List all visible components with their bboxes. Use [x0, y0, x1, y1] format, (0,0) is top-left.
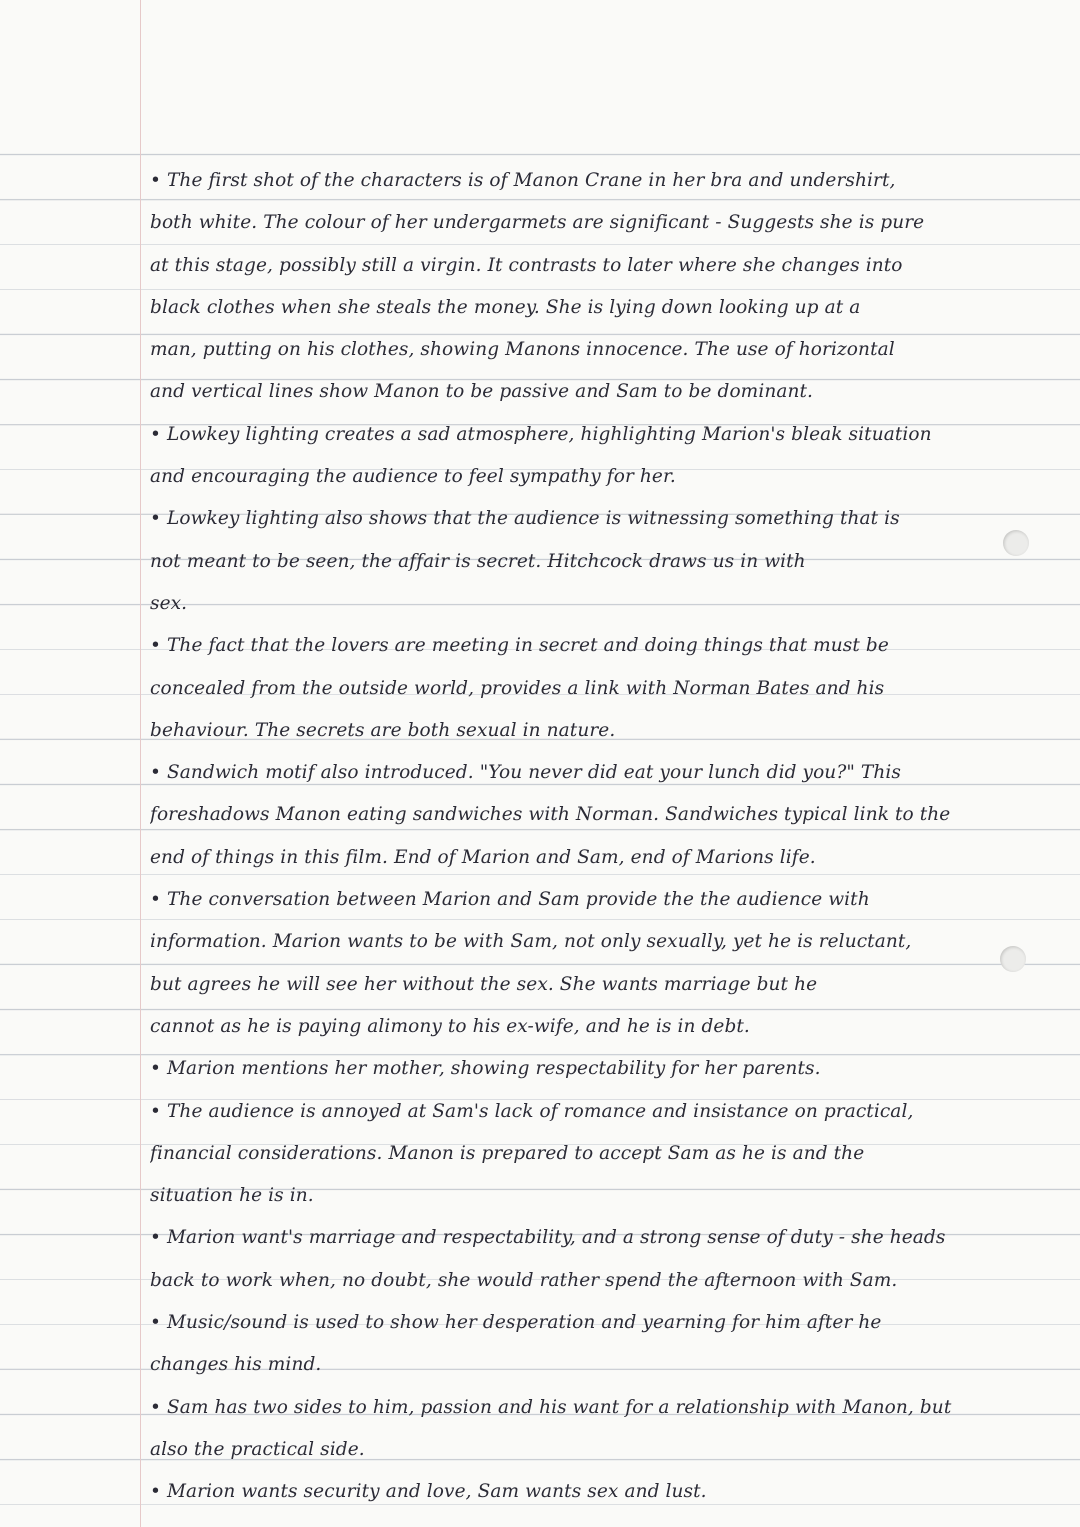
note-line: • Lowkey lighting creates a sad atmosphere, highlighting Marion's bleak situation	[150, 423, 932, 445]
note-line: and vertical lines show Manon to be passive and Sam to be dominant.	[150, 381, 814, 403]
note-line: • The first shot of the characters is of Manon Crane in her bra and undershirt,	[150, 170, 896, 191]
note-line: concealed from the outside world, provides a link with Norman Bates and his	[150, 677, 885, 699]
note-line: • Marion mentions her mother, showing respectability for her parents.	[150, 1058, 821, 1080]
note-line: situation he is in.	[150, 1185, 314, 1207]
note-line: foreshadows Manon eating sandwiches with Norman. Sandwiches typical link to the	[150, 804, 951, 826]
note-line: man, putting on his clothes, showing Manons innocence. The use of horizontal	[150, 339, 895, 361]
note-line: and encouraging the audience to feel sympathy for her.	[150, 466, 676, 488]
note-line: behaviour. The secrets are both sexual in nature.	[150, 719, 616, 741]
note-line: but agrees he will see her without the sex. She wants marriage but he	[150, 973, 818, 995]
note-line: • The audience is annoyed at Sam's lack of romance and insistance on practical,	[150, 1100, 914, 1122]
note-line: not meant to be seen, the affair is secret. Hitchcock draws us in with	[150, 550, 806, 572]
note-line: back to work when, no doubt, she would rather spend the afternoon with Sam.	[150, 1269, 898, 1291]
note-line: • Sandwich motif also introduced. "You never did eat your lunch did you?" This	[150, 762, 901, 784]
note-line: cannot as he is paying alimony to his ex-wife, and he is in debt.	[150, 1015, 750, 1037]
note-line: also the practical side.	[150, 1438, 365, 1460]
note-line: black clothes when she steals the money. She is lying down looking up at a	[150, 296, 861, 318]
handwritten-notes	[150, 160, 1060, 1514]
note-line: information. Marion wants to be with Sam, not only sexually, yet he is reluctant,	[150, 931, 912, 953]
note-line: sex.	[150, 592, 188, 614]
note-line: • Marion wants security and love, Sam wants sex and lust.	[150, 1481, 707, 1503]
note-line: at this stage, possibly still a virgin. It contrasts to later where she changes into	[150, 254, 903, 276]
note-line: financial considerations. Manon is prepared to accept Sam as he is and the	[150, 1142, 865, 1164]
note-line: • Marion want's marriage and respectability, and a strong sense of duty - she heads	[150, 1227, 946, 1249]
note-line: • Music/sound is used to show her desperation and yearning for him after he	[150, 1312, 882, 1334]
note-line: • Lowkey lighting also shows that the audience is witnessing something that is	[150, 508, 900, 530]
margin-line	[140, 0, 141, 1527]
note-line: changes his mind.	[150, 1354, 322, 1376]
note-line: • The fact that the lovers are meeting in secret and doing things that must be	[150, 635, 889, 657]
note-line: end of things in this film. End of Marion and Sam, end of Marions life.	[150, 846, 816, 868]
note-line: • Sam has two sides to him, passion and his want for a relationship with Manon, but	[150, 1396, 952, 1418]
note-line: both white. The colour of her undergarmets are significant - Suggests she is pure	[150, 212, 925, 234]
note-line: • The conversation between Marion and Sam provide the the audience with	[150, 889, 870, 911]
